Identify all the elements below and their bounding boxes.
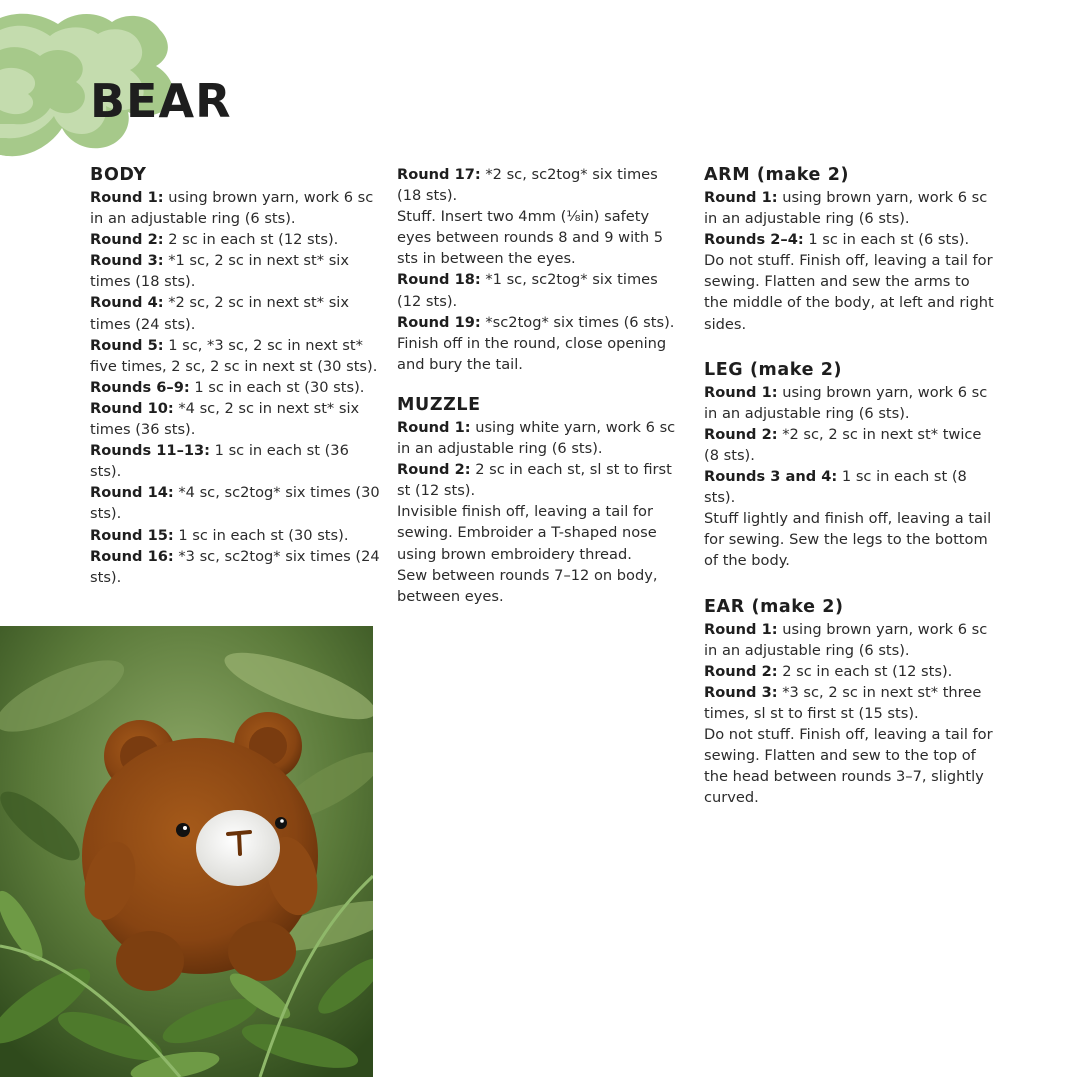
round-line: Round 2: 2 sc in each st (12 sts). [90, 231, 339, 249]
section-heading-ear: EAR (make 2) [704, 596, 844, 617]
round-line: Round 15: 1 sc in each st (30 sts). [90, 526, 349, 544]
round-line: Round 19: *sc2tog* six times (6 sts). [397, 313, 675, 331]
round-line: Round 1: using brown yarn, work 6 sc in an adjustable ring (6 sts). [704, 189, 988, 228]
bear-photo-illustration-icon [0, 626, 373, 1077]
instruction-note: Stuff. Insert two 4mm (⅛in) safety eyes between rounds 8 and 9 with 5 sts in between the eyes. [397, 208, 664, 268]
round-line: Round 2: 2 sc in each st, sl st to first st (12 sts). [397, 461, 672, 500]
instruction-note: Sew between rounds 7–12 on body, between eyes. [397, 566, 658, 605]
instruction-note: Finish off in the round, close opening and bury the tail. [397, 334, 667, 373]
round-line: Round 5: 1 sc, *3 sc, 2 sc in next st* five times, 2 sc, 2 sc in next st (30 sts). [90, 336, 378, 375]
round-line: Round 4: *2 sc, 2 sc in next st* six times (24 sts). [90, 294, 349, 333]
round-line: Round 3: *3 sc, 2 sc in next st* three times, sl st to first st (15 sts). [704, 683, 982, 722]
round-line: Round 14: *4 sc, sc2tog* six times (30 sts). [90, 484, 380, 523]
round-line: Round 18: *1 sc, sc2tog* six times (12 sts). [397, 271, 658, 310]
section-muzzle [397, 394, 682, 607]
section-heading-muzzle: MUZZLE [397, 394, 481, 415]
instruction-note: Stuff lightly and finish off, leaving a tail for sewing. Sew the legs to the bottom of the body. [704, 510, 992, 570]
page-title: BEAR [90, 74, 232, 128]
round-line: Round 16: *3 sc, sc2tog* six times (24 sts). [90, 547, 380, 586]
column-right [704, 164, 994, 823]
section-ear [704, 596, 994, 809]
round-line: Round 1: using brown yarn, work 6 sc in an adjustable ring (6 sts). [704, 383, 988, 422]
column-left [90, 164, 380, 603]
section-arm [704, 164, 994, 335]
round-line: Round 2: 2 sc in each st (12 sts). [704, 662, 953, 680]
round-line: Round 17: *2 sc, sc2tog* six times (18 sts). [397, 166, 658, 205]
round-line: Round 10: *4 sc, 2 sc in next st* six times (36 sts). [90, 399, 360, 439]
crochet-bear-photo [0, 626, 373, 1077]
column-middle [397, 164, 682, 622]
section-body [90, 164, 380, 588]
instruction-note: Do not stuff. Finish off, leaving a tail for sewing. Flatten and sew to the top of the head between rounds 3–7, slightly curved. [704, 725, 993, 807]
section-leg [704, 359, 994, 572]
instruction-note: Do not stuff. Finish off, leaving a tail for sewing. Flatten and sew the arms to the middle of the body, at left and right sides. [704, 252, 994, 333]
section-body-continued [397, 164, 682, 375]
round-line: Round 1: using white yarn, work 6 sc in an adjustable ring (6 sts). [397, 418, 676, 458]
round-line: Round 2: *2 sc, 2 sc in next st* twice (8 sts). [704, 425, 982, 464]
round-line: Round 1: using brown yarn, work 6 sc in an adjustable ring (6 sts). [90, 189, 374, 228]
round-line: Rounds 11–13: 1 sc in each st (36 sts). [90, 442, 349, 481]
round-line: Round 1: using brown yarn, work 6 sc in an adjustable ring (6 sts). [704, 620, 988, 659]
section-heading-body: BODY [90, 165, 147, 185]
section-heading-leg: LEG (make 2) [704, 359, 843, 380]
round-line: Rounds 2–4: 1 sc in each st (6 sts). [704, 231, 970, 249]
section-heading-arm: ARM (make 2) [704, 165, 850, 185]
round-line: Rounds 3 and 4: 1 sc in each st (8 sts). [704, 468, 967, 507]
round-line: Round 3: *1 sc, 2 sc in next st* six times (18 sts). [90, 252, 349, 291]
instruction-note: Invisible finish off, leaving a tail for sewing. Embroider a T-shaped nose using brown embroidery thread. [397, 503, 657, 563]
round-line: Rounds 6–9: 1 sc in each st (30 sts). [90, 378, 365, 396]
